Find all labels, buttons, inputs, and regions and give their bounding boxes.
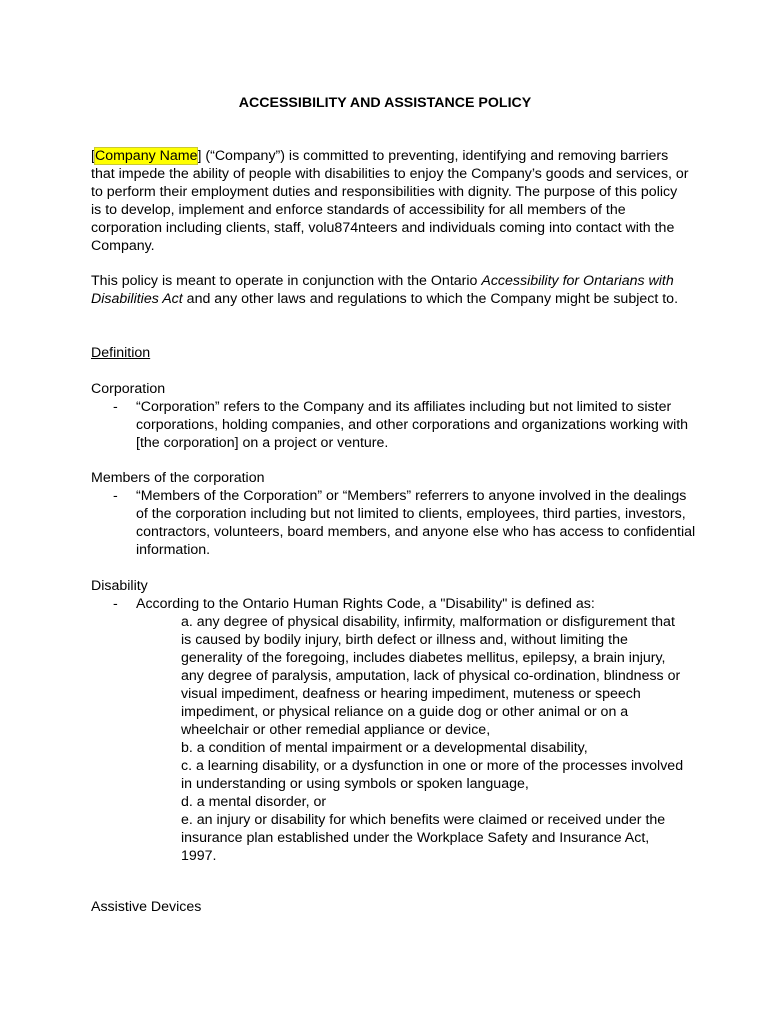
disability-item-e: e. an injury or disability for which benefits were claimed or received under the insurance plan established under the Workplace Safety and Insurance Act, 1997. — [181, 812, 666, 864]
intro-body: (“Company”) is committed to preventing, identifying and removing barriers that impede the ability of people with disabilities to enjoy the Company’s goods and services, or to perform their employment duties and responsibilities with dignity. The purpose of this policy is to develop, implement and enforce standards of accessibility for all members of the corporation including clients, staff, volu874nteers and individuals coming into contact with the Company. — [91, 148, 689, 254]
aoda-paragraph — [91, 272, 691, 308]
disability-term: Disability — [91, 578, 148, 594]
assistive-devices-heading: Assistive Devices — [91, 899, 202, 915]
company-name-placeholder: Company Name — [94, 148, 198, 164]
intro-paragraph — [91, 147, 691, 255]
bullet-dash: - — [113, 399, 118, 415]
aoda-after: and any other laws and regulations to which the Company might be subject to. — [182, 291, 679, 307]
corporation-text: “Corporation” refers to the Company and its affiliates including but not limited to sister corporations, holding companies, and other corporations and organizations working with [the corporation] on a project or venture. — [136, 399, 689, 451]
bullet-dash: - — [113, 488, 118, 504]
members-text: “Members of the Corporation” or “Members” referrers to anyone involved in the dealings of the corporation including but not limited to clients, employees, third parties, investors, contractors, volunteers, board members, and anyone else who has access to confidential information. — [136, 488, 696, 558]
corporation-term: Corporation — [91, 381, 166, 397]
close-bracket: ] — [197, 148, 202, 164]
disability-item-c: c. a learning disability, or a dysfunction in one or more of the processes involved in understanding or using symbols or spoken language, — [181, 758, 684, 792]
open-bracket: [ — [91, 148, 95, 164]
disability-subitems — [181, 613, 686, 865]
aoda-act-title: Accessibility for Ontarians with Disabilities Act — [91, 273, 674, 307]
definition-heading: Definition — [91, 345, 151, 361]
document-title: ACCESSIBILITY AND ASSISTANCE POLICY — [238, 95, 532, 111]
aoda-before: This policy is meant to operate in conjunction with the Ontario — [91, 273, 482, 289]
disability-item-a: a. any degree of physical disability, infirmity, malformation or disfigurement that is caused by bodily injury, birth defect or illness and, without limiting the generality of the foregoing, includes diabetes mellitus, epilepsy, a brain injury, any degree of paralysis, amputation, lack of physical co-ordination, blindness or visual impediment, deafness or hearing impediment, muteness or speech impediment, or physical reliance on a guide dog or other animal or on a wheelchair or other remedial appliance or device, — [181, 614, 681, 738]
bullet-dash: - — [113, 596, 118, 612]
disability-item-b: b. a condition of mental impairment or a developmental disability, — [181, 740, 588, 756]
members-term: Members of the corporation — [91, 470, 265, 486]
disability-item-d: d. a mental disorder, or — [181, 794, 327, 810]
disability-text: According to the Ontario Human Rights Code, a "Disability" is defined as: — [136, 596, 595, 612]
